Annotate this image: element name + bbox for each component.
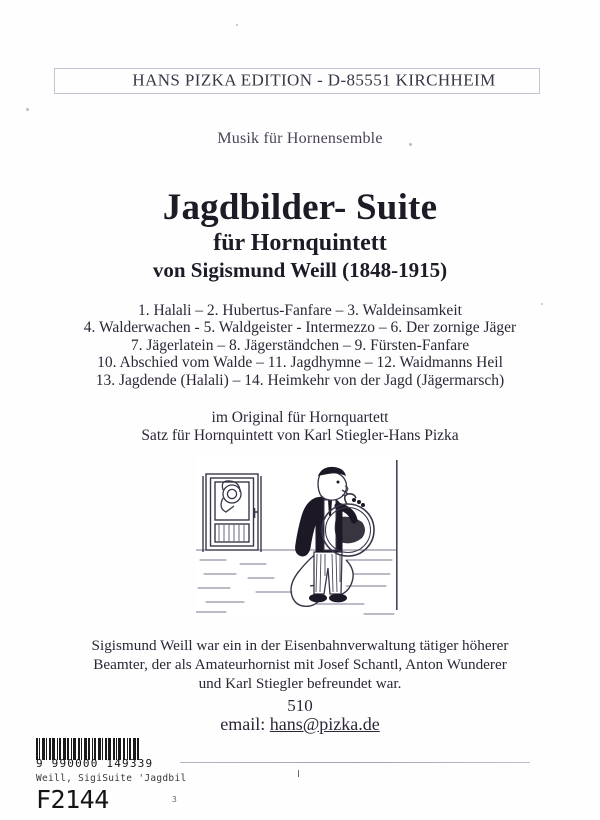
title-scoring: für Hornquintett xyxy=(213,230,387,256)
scan-speck xyxy=(236,24,238,26)
publisher-banner-text: HANS PIZKA EDITION - D-85551 KIRCHHEIM xyxy=(132,70,496,90)
movement-line: 4. Walderwachen - 5. Waldgeister - Intermezzo – 6. Der zornige Jäger xyxy=(83,319,517,337)
biography-line: Sigismund Weill war ein in der Eisenbahnverwaltung tätiger höherer xyxy=(91,637,509,654)
page-title: Jagdbilder- Suite xyxy=(162,187,438,228)
email-label: email: xyxy=(220,714,266,734)
title-composer: von Sigismund Weill (1848-1915) xyxy=(152,258,448,282)
barcode-digits: 9 990000 149339 xyxy=(36,757,154,770)
movement-line: 10. Abschied vom Walde – 11. Jagdhymne – 12. Waidmanns Heil xyxy=(97,354,503,372)
arrangement-credits xyxy=(0,409,600,445)
movement-list xyxy=(18,302,582,389)
biography-line: und Karl Stiegler befreundet war. xyxy=(198,675,402,692)
movement-line: 7. Jägerlatein – 8. Jägerständchen – 9. Fürsten-Fanfare xyxy=(130,336,470,354)
cover-illustration xyxy=(196,456,406,618)
credit-original: im Original für Hornquartett xyxy=(211,409,389,426)
scan-speck xyxy=(26,108,29,111)
email-link[interactable]: hans@pizka.de xyxy=(269,714,380,734)
bottom-divider xyxy=(180,762,530,763)
catalogue-number: 510 xyxy=(287,696,313,715)
series-subheading: Musik für Hornensemble xyxy=(217,130,383,147)
barcode-label: Weill, SigiSuite 'Jagdbil xyxy=(36,773,187,784)
movement-line: 13. Jagdende (Halali) – 14. Heimkehr von der Jagd (Jägermarsch) xyxy=(95,371,505,389)
head xyxy=(318,467,348,500)
publisher-banner xyxy=(54,68,540,94)
credit-arrangement: Satz für Hornquintett von Karl Stiegler-Hans Pizka xyxy=(141,427,459,444)
center-tick-mark xyxy=(298,770,299,777)
composer-biography xyxy=(40,636,560,693)
biography-line: Beamter, der als Amateurhornist mit Josef Schantl, Anton Wunderer xyxy=(93,656,507,673)
movement-line: 1. Halali – 2. Hubertus-Fanfare – 3. Waldeinsamkeit xyxy=(138,302,462,319)
email-row xyxy=(0,714,600,735)
arm-left xyxy=(305,518,308,542)
page-mark: 3 xyxy=(172,795,177,804)
barcode-code: F2144 xyxy=(36,785,109,814)
